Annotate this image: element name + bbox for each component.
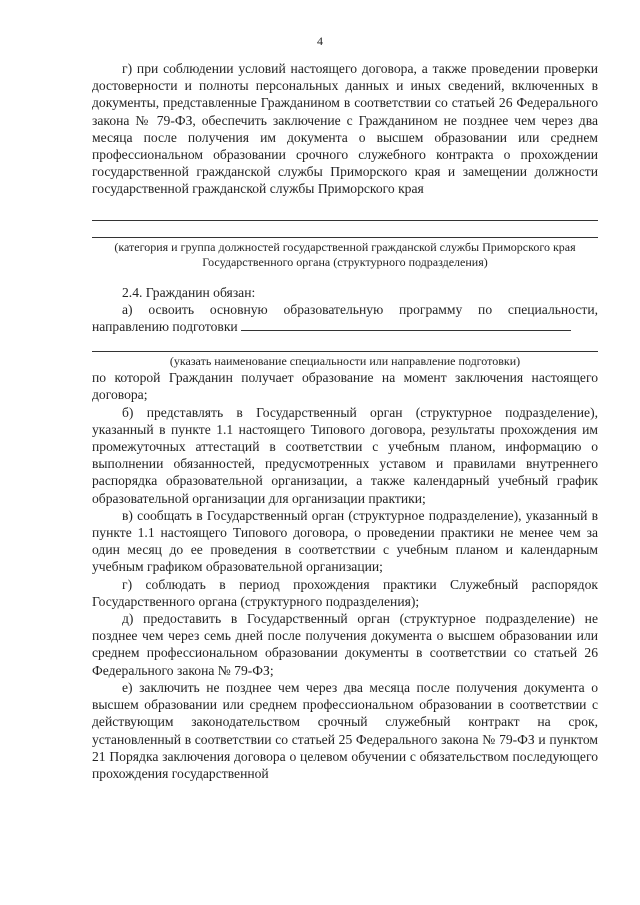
paragraph-g-obligations: г) при соблюдении условий настоящего договора, а также проведении проверки достоверности и полноты персональных данных и иных сведений, включенных в документы, представленные Гражданином в соответствии со статьей 26 Федерального закона № 79-ФЗ, обеспечить заключение с Гражданином не позднее чем через два месяца после получения им документа о высшем образовании или среднем профессиональном образовании срочного служебного контракта о прохождении государственной гражданской службы Приморского края и замещении должности государственной гражданской службы Приморского края — [92, 61, 598, 197]
item-e: е) заключить не позднее чем через два месяца после получения документа о высшем образовании или среднем профессиональном образовании в соответствии с действующим законодательством срочный служебный контракт на срок, установленный в соответствии со статьей 25 Федерального закона № 79-ФЗ и пунктом 21 Порядка заключения договора о целевом обучении с обязательством последующего прохождения государственной — [92, 679, 598, 781]
item-b: б) представлять в Государственный орган (структурное подразделение), указанный в пункте 1.1 настоящего Типового договора, результаты прохождения им промежуточных аттестаций в соответствии с учебным планом, информацию о выполнении обязанностей, предусмотренных уставом и правилами внутреннего распорядка образовательной организации, а также календарный учебный график образовательной организации для организации практики; — [92, 404, 598, 506]
item-d: д) предоставить в Государственный орган (структурное подразделение) не позднее чем через семь дней после получения документа о высшем образовании или среднем профессиональном образовании документы в соответствии со статьей 26 Федерального закона № 79-ФЗ; — [92, 611, 598, 678]
item-a — [92, 301, 598, 335]
item-a-text: а) освоить основную образовательную программу по специальности, направлению подготовки — [92, 301, 598, 335]
caption-specialty: (указать наименование специальности или направление подготовки) — [169, 354, 521, 369]
blank-line-position-1 — [92, 204, 598, 221]
document-body — [92, 60, 598, 782]
item-v: в) сообщать в Государственный орган (структурное подразделение), указанный в пункте 1.1 настоящего Типового договора, о проведении практики не менее чем за один месяц до ее проведения в соответствии с учебным планом и календарным учебным графиком образовательной организации; — [92, 507, 598, 575]
blank-line-position-2 — [92, 221, 598, 238]
item-a-continuation: по которой Гражданин получает образование на момент заключения настоящего договора; — [92, 370, 598, 403]
section-2-4-heading: 2.4. Гражданин обязан: — [122, 284, 256, 300]
caption-position-category: (категория и группа должностей государственной гражданской службы Приморского края Государственного органа (структурного подразделения) — [114, 239, 576, 269]
blank-line-specialty-inline — [241, 318, 571, 331]
item-g: г) соблюдать в период прохождения практики Служебный распорядок Государственного органа (структурного подразделения); — [92, 576, 598, 609]
page-number: 4 — [317, 34, 323, 48]
blank-line-specialty — [92, 335, 598, 352]
